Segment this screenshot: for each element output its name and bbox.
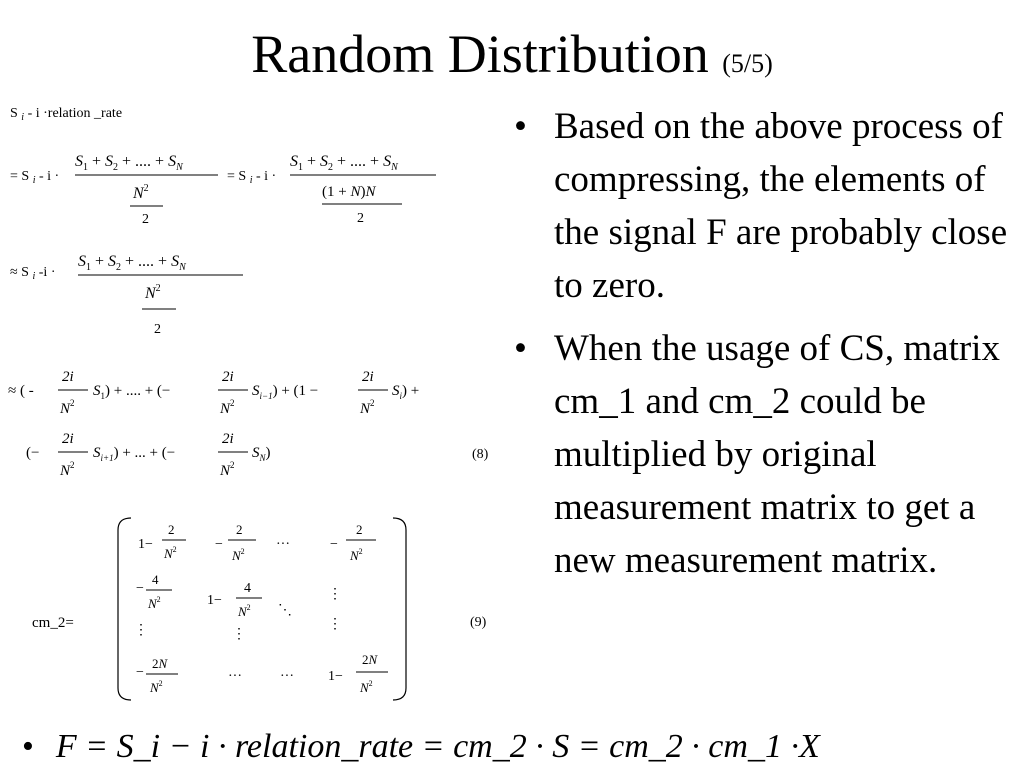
svg-text:N2: $N^2$	[220, 398, 235, 417]
svg-text:···: ···	[276, 537, 290, 552]
svg-text:−: −	[136, 665, 144, 680]
svg-text:−: −	[215, 537, 223, 552]
eq-line-2-numerator: $S_1 + S_2$ + .... + $S_N$	[78, 253, 186, 273]
eq-line-1-mid: = S $_i$ - i ·	[227, 169, 277, 186]
eq-line-1-den2-bot: 2	[357, 211, 364, 226]
svg-text:1−: 1−	[207, 593, 222, 608]
bullet-item: • When the usage of CS, matrix cm_1 and cm_2 could be multiplied by original measurement matrix to get a new measurement matrix.	[508, 322, 1008, 587]
eq-line-2-den-top: $N^2$	[145, 283, 161, 302]
matrix-body	[134, 522, 388, 695]
svg-text:⋮: ⋮	[232, 627, 246, 642]
eq-line-1-den-bot: 2	[142, 212, 149, 227]
svg-text:≈ ( -: ≈ ( -	[8, 383, 34, 399]
svg-text:2i: 2i	[62, 369, 74, 385]
svg-text:S1) + .... + (−: $S_1$) + .... + (−	[93, 383, 171, 401]
svg-text:N2: $N^2$	[164, 545, 177, 561]
svg-text:N2: $N^2$	[232, 547, 245, 563]
svg-text:Si−1) + (1 −: $S_{i-1}) + (1$ −	[252, 383, 319, 401]
svg-text:2i: 2i	[222, 431, 234, 447]
eq-line-1-left: = S $_i$ - i ·	[10, 169, 60, 186]
svg-text:2i: 2i	[222, 369, 234, 385]
svg-text:⋮: ⋮	[134, 623, 148, 638]
svg-text:⋮: ⋮	[328, 617, 342, 632]
title-sub: (5/5)	[722, 49, 773, 78]
svg-text:4: 4	[244, 581, 251, 596]
eq-line-1-numerator-2: $S_1 + S_2$ + .... + $S_N$	[290, 153, 398, 173]
eq-line-2-left: ≈ S $_i$ -i ·	[10, 265, 56, 282]
svg-text:4: 4	[152, 572, 159, 587]
bottom-formula: F = S_i − i · relation_rate = cm_2 · S = cm_2 · cm_1 ·X	[55, 728, 820, 765]
eq-label-8: (8)	[472, 447, 489, 462]
svg-text:N2: $N^2$	[60, 398, 75, 417]
svg-text:1−: 1−	[328, 669, 343, 684]
svg-text:2N: 2N	[152, 656, 168, 671]
svg-text:2i: 2i	[62, 431, 74, 447]
eq-label-9: (9)	[470, 615, 487, 630]
title-main: Random Distribution	[251, 24, 709, 84]
eq-line-3	[8, 369, 419, 417]
equation-figure	[0, 0, 505, 715]
svg-text:N2: $N^2$	[150, 679, 163, 695]
bullet-item: • Based on the above process of compressing, the elements of the signal F are probably close to zero.	[508, 100, 1008, 312]
svg-text:2N: 2N	[362, 652, 378, 667]
svg-text:N2: $N^2$	[220, 460, 235, 479]
svg-text:1−: 1−	[138, 537, 153, 552]
eq-line-4	[26, 431, 271, 479]
svg-text:Si+1) + ... + (−: $S_{i+1}$) + ... + (−	[93, 445, 176, 463]
svg-text:⋱: ⋱	[278, 603, 292, 618]
svg-text:SN): $S_N$)	[252, 445, 271, 463]
svg-text:−: −	[330, 537, 338, 552]
svg-text:N2: $N^2$	[350, 547, 363, 563]
svg-text:(−: (−	[26, 445, 40, 461]
svg-text:N2: $N^2$	[360, 398, 375, 417]
svg-text:2: 2	[168, 522, 175, 537]
svg-text:···: ···	[228, 669, 242, 684]
svg-text:Si) +: $S_i$) +	[392, 383, 420, 401]
eq-line-2-den-bot: 2	[154, 322, 161, 337]
svg-text:2: 2	[236, 522, 243, 537]
matrix-left-bracket	[118, 518, 131, 700]
eq-line-0: S $_i$ - i ·relation _rate	[10, 106, 123, 123]
svg-text:N2: $N^2$	[148, 595, 161, 611]
svg-text:N2: $N^2$	[360, 679, 373, 695]
bottom-formula-line	[22, 725, 1012, 769]
svg-text:⋮: ⋮	[328, 587, 342, 602]
eq-line-1-den2-top: (1 + N)N	[322, 184, 376, 200]
cm2-label: cm_2=	[32, 615, 74, 631]
svg-text:2i: 2i	[362, 369, 374, 385]
eq-line-1-numerator: $S_1 + S_2$ + .... + $S_N$	[75, 153, 183, 173]
svg-text:2: 2	[356, 522, 363, 537]
matrix-right-bracket	[393, 518, 406, 700]
svg-text:N2: $N^2$	[60, 460, 75, 479]
bullet-dot: •	[22, 728, 34, 765]
bullet-list	[508, 100, 1008, 597]
eq-line-1-den-top: $N^2$	[133, 183, 149, 202]
svg-text:N2: $N^2$	[238, 603, 251, 619]
svg-text:···: ···	[280, 669, 294, 684]
svg-text:−: −	[136, 581, 144, 596]
